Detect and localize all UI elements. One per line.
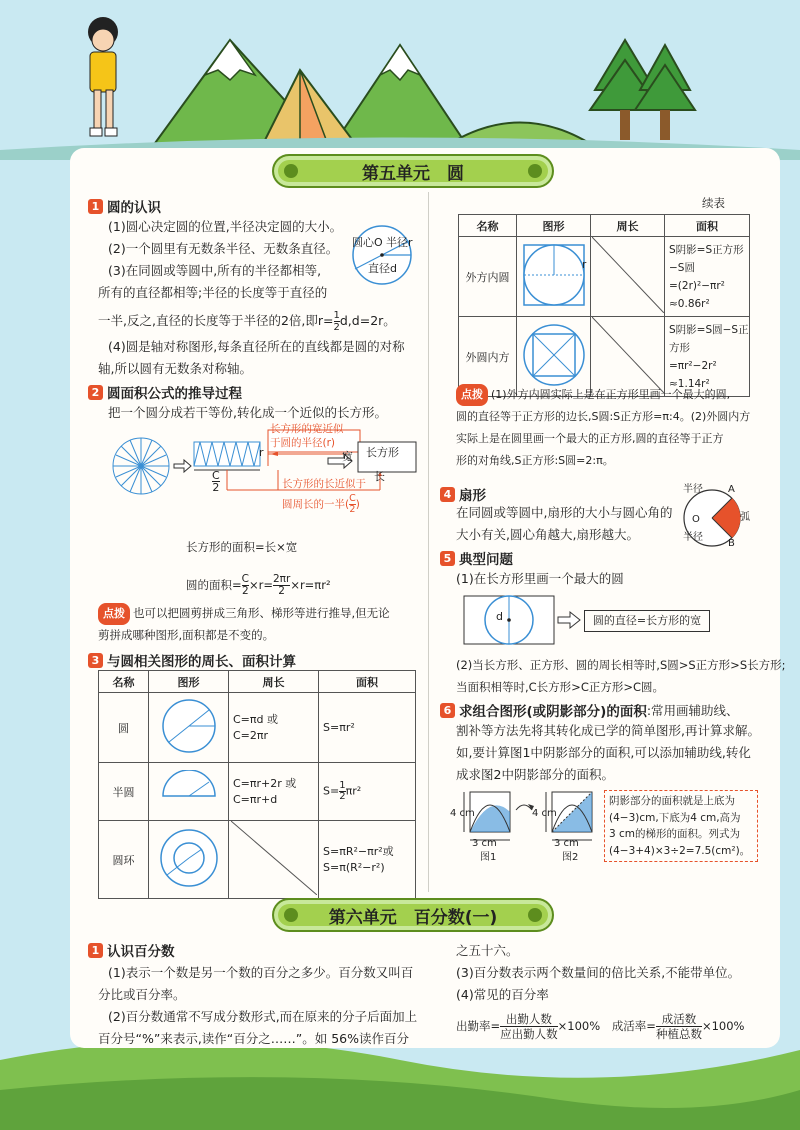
cont-r-label: r [582, 259, 587, 271]
s5-rect-circle-figure [462, 594, 586, 648]
s6-note-4: (4−3+4)×3÷2=7.5(cm²)。 [609, 844, 751, 857]
s3-half-frac-num: 1 [339, 780, 346, 791]
cont-row2-diagonal [592, 317, 664, 393]
fig-label-center: 圆心O [352, 236, 383, 249]
cont-th-area: 面积 [665, 215, 750, 237]
s3-half-frac-den: 2 [339, 791, 346, 802]
s1-title: 圆的认识 [107, 200, 161, 216]
s4-num: 4 [440, 487, 455, 502]
s6-line-2: 如,要计算图1中阴影部分的面积,可以添加辅助线,转化 [456, 745, 751, 760]
s3-row-semi-shape [149, 763, 229, 821]
s1-heading [88, 196, 161, 216]
cont-row1-area [665, 237, 750, 317]
s1-frac-num: 1 [333, 310, 340, 321]
s4-heading [440, 484, 486, 504]
s2-f2-frac2 [273, 574, 290, 597]
s1-line-3: (3)在同圆或等圆中,所有的半径都相等, [108, 263, 322, 278]
cont-r2-a2: =πr²−2r² [669, 359, 717, 372]
u6-left-3: (2)百分数通常不写成分数形式,而在原来的分子后面加上 [108, 1009, 418, 1024]
tip2-text-1: (1)外方内圆实际上是在正方形里画一个最大的圆, [491, 388, 731, 401]
s2-r-label: r [259, 446, 264, 459]
s3-row-annulus-name: 圆环 [99, 821, 149, 899]
s6-heading [440, 700, 739, 720]
s2-f2-frac1-den: 2 [241, 585, 249, 597]
s4-line-2: 大小有关,圆心角越大,扇形越大。 [456, 527, 639, 542]
s5-result-box: 圆的直径=长方形的宽 [584, 610, 710, 632]
cont-row2-name: 外圆内方 [459, 317, 517, 397]
s3-th-name: 名称 [99, 671, 149, 693]
s6-dim-h-1: 4 cm [450, 808, 475, 819]
s3-empty-diagonal [231, 821, 317, 895]
surv-label: 成活率= [611, 1019, 656, 1033]
tip2-line-1 [456, 384, 730, 406]
s1-frac-den: 2 [333, 322, 340, 333]
cont-row2-svg [521, 322, 587, 388]
cont-row1-svg [521, 242, 587, 308]
s2-frac-a-num: C [212, 469, 220, 482]
s3-th-perimeter: 周长 [229, 671, 319, 693]
s2-tip-line-2: 剪拼成哪种图形,面积都是不变的。 [98, 628, 275, 642]
s4-label-O: O [692, 514, 700, 525]
s3-s-p2: C=πr+d [233, 792, 278, 806]
continued-label: 续表 [702, 196, 725, 210]
column-divider [428, 192, 429, 892]
att-num: 出勤人数 [500, 1012, 558, 1027]
circle-parts-figure [340, 224, 424, 286]
s4-label-radius-bottom: 半径 [683, 532, 703, 543]
s4-label-radius-top: 半径 [683, 484, 703, 495]
s2-rect-label: 长方形 [366, 446, 399, 459]
continued-table [458, 214, 750, 397]
s1-line-2: (2)一个圆里有无数条半径、无数条直径。 [108, 241, 339, 256]
unit6-title-banner [272, 898, 554, 932]
att-den: 应出勤人数 [500, 1027, 558, 1041]
s2-tip-badge: 点拨 [98, 603, 130, 625]
s6-dim-w-1: 3 cm [472, 838, 497, 849]
cont-th-shape: 图形 [517, 215, 591, 237]
s6-line-1: 割补等方法先将其转化成已学的简单图形,再计算求解。 [456, 723, 760, 738]
cont-row1-name: 外方内圆 [459, 237, 517, 317]
s3-table [98, 670, 416, 899]
s6-title: 求组合图形(或阴影部分)的面积 [459, 704, 647, 720]
cont-row1-perimeter [591, 237, 665, 317]
s2-f2-frac2-den: 2 [278, 585, 285, 597]
s3-a-a1: S=πR²−πr²或 [323, 844, 394, 858]
s2-num: 2 [88, 385, 103, 400]
s2-intro: 把一个圆分成若干等份,转化成一个近似的长方形。 [108, 405, 387, 420]
s6-note-1: 阴影部分的面积就是上底为 [609, 795, 735, 807]
s1-line-4: 所有的直径都相等;半径的长度等于直径的 [98, 285, 328, 300]
cont-header-row [459, 215, 750, 237]
s3-semi-svg [157, 770, 221, 810]
s1-line-5a: 一半,反之,直径的长度等于半径的2倍,即r= [98, 313, 334, 328]
s2-formula-2-end: ×r=πr² [290, 578, 331, 592]
s3-heading [88, 650, 296, 670]
tip2-line-4: 形的对角线,S正方形:S圆=2:π。 [456, 454, 614, 467]
cont-r1-a3: ≈0.86r² [669, 297, 710, 310]
att-frac [500, 1012, 558, 1041]
cont-row1-diagonal [592, 237, 664, 313]
s3-row-circle-area: S=πr² [319, 693, 416, 763]
s4-line-1: 在同圆或等圆中,扇形的大小与圆心角的 [456, 505, 673, 520]
tip2-line-3: 实际上是在圆里画一个最大的正方形,圆的直径等于正方 [456, 432, 724, 445]
s2-formula-2-mid: ×r= [248, 578, 273, 592]
s3-s-p1: C=πr+2r 或 [233, 776, 297, 790]
s3-circle-svg [157, 697, 221, 755]
s3-row-annulus-shape [149, 821, 229, 899]
s3-row-circle [99, 693, 416, 763]
s3-row-circle-name: 圆 [99, 693, 149, 763]
s2-note-width-1: 长方形的宽近似 [270, 423, 344, 435]
u6-right-2: (3)百分数表示两个数量间的倍比关系,不能带单位。 [456, 965, 741, 980]
unit5-title: 第五单元 圆 [362, 163, 464, 184]
s3-row-annulus-perimeter [229, 821, 319, 899]
u6-s1-num: 1 [88, 943, 103, 958]
s3-row-semi-area: S= $\frac{1}{2}$ πr² [319, 763, 416, 821]
s2-tip-text-1: 也可以把圆剪拼成三角形、梯形等进行推导,但无论 [133, 606, 390, 620]
cont-r2-a1: S阴影=S圆−S正方形 [669, 323, 749, 354]
s2-formula-2-prefix: 圆的面积= [186, 578, 242, 592]
s3-annulus-svg [157, 827, 221, 889]
s6-dim-w-2: 3 cm [554, 838, 579, 849]
surv-tail: ×100% [701, 1019, 745, 1033]
s2-note-frac-num: C [349, 493, 356, 504]
s1-line-7: 轴,所以圆有无数条对称轴。 [98, 361, 252, 376]
s2-f2-frac1-num: C [241, 573, 249, 585]
s6-num: 6 [440, 703, 455, 718]
s2-kuan-label: 宽 [342, 450, 353, 463]
s1-line-5 [98, 310, 396, 333]
s2-formula-1: 长方形的面积=长×宽 [186, 540, 298, 554]
s6-fig1-label: 图1 [480, 852, 497, 863]
att-tail: ×100% [557, 1019, 601, 1033]
s6-dim-h-2: 4 cm [532, 808, 557, 819]
s6-title-tail: :常用画辅助线、 [646, 703, 739, 718]
s3-row-circle-perimeter [229, 693, 319, 763]
s3-half-frac [339, 781, 345, 802]
s4-label-A: A [728, 484, 735, 495]
s5-line-2a: (2)当长方形、正方形、圆的周长相等时,S圆>S正方形>S长方形; [456, 658, 786, 672]
s2-formula-2 [186, 572, 331, 598]
cont-r1-a2: =(2r)²−πr² [669, 279, 725, 292]
u6-s1-heading [88, 940, 175, 960]
s4-label-B: B [728, 538, 735, 549]
s3-row-circle-shape [149, 693, 229, 763]
s6-fig2-label: 图2 [562, 852, 579, 863]
u6-left-4: 百分号“%”来表示,读作“百分之……”。如 56%读作百分 [98, 1031, 410, 1046]
u6-rates [456, 1012, 744, 1041]
fig-label-radius: 半径r [386, 236, 413, 249]
s1-num: 1 [88, 199, 103, 214]
s3-c-p1: C=πd 或 [233, 712, 278, 726]
s2-chang-label: 长 [374, 470, 385, 483]
s2-f2-frac2-num: 2πr [272, 573, 291, 585]
s2-heading [88, 382, 242, 402]
u6-s1-title: 认识百分数 [107, 944, 175, 960]
s3-title: 与圆相关图形的周长、面积计算 [107, 654, 296, 670]
surv-den: 种植总数 [655, 1027, 702, 1041]
s2-frac-c2-a [212, 470, 220, 493]
unit5-title-banner [272, 154, 554, 188]
s2-note-width-2: 于圆的半径(r) [270, 437, 336, 449]
cont-row-square-circle [459, 237, 750, 317]
s3-row-semi-name: 半圆 [99, 763, 149, 821]
s3-row-annulus-area [319, 821, 416, 899]
s2-note-frac [349, 494, 356, 515]
s1-line-1: (1)圆心决定圆的位置,半径决定圆的大小。 [108, 219, 343, 234]
s6-line-3: 成求图2中阴影部分的面积。 [456, 767, 614, 782]
unit6-title: 第六单元 百分数(一) [328, 907, 498, 928]
s6-note-3: 3 cm的梯形的面积。列式为 [609, 828, 741, 840]
s3-a-a2: S=π(R²−r²) [323, 860, 385, 874]
att-label: 出勤率= [456, 1019, 501, 1033]
s2-note-frac-den: 2 [349, 504, 356, 515]
fig-label-diameter: 直径d [368, 262, 397, 275]
s1-line-6: (4)圆是轴对称图形,每条直径所在的直线都是圆的对称 [108, 339, 405, 354]
s2-tip-line-1 [98, 602, 390, 625]
s2-note-length-1: 长方形的长近似于 [282, 478, 366, 490]
u6-left-1: (1)表示一个数是另一个数的百分之多少。百分数又叫百 [108, 965, 414, 980]
s2-note-length-2a: 圆周长的一半( [282, 498, 350, 511]
s2-frac-a-den: 2 [212, 481, 220, 494]
s2-title: 圆面积公式的推导过程 [107, 386, 242, 402]
s6-note-2: (4−3)cm,下底为4 cm,高为 [609, 811, 741, 824]
s3-num: 3 [88, 653, 103, 668]
s3-header-row [99, 671, 416, 693]
s2-f2-frac1 [242, 574, 249, 597]
s3-row-annulus [99, 821, 416, 899]
s6-note-box [604, 790, 758, 862]
s4-label-arc: 弧 [740, 512, 750, 523]
u6-left-2: 分比或百分率。 [98, 987, 186, 1002]
s3-row-semicircle [99, 763, 416, 821]
cont-th-name: 名称 [459, 215, 517, 237]
s4-title: 扇形 [459, 488, 486, 504]
s5-title: 典型问题 [459, 552, 513, 568]
s5-num: 5 [440, 551, 455, 566]
tip2-badge: 点拨 [456, 384, 488, 406]
u6-right-3: (4)常见的百分率 [456, 987, 549, 1002]
s1-line-5b: d,d=2r。 [339, 313, 396, 328]
s2-note-length-2: 圆周长的一半( $\frac{C}{2}$ ) [282, 493, 360, 515]
s5-line-2b: 当面积相等时,C长方形>C正方形>C圆。 [456, 680, 665, 694]
s5-d-label: d [496, 610, 503, 623]
cont-th-perimeter: 周长 [591, 215, 665, 237]
cont-row1-shape [517, 237, 591, 317]
surv-num: 成活数 [656, 1012, 702, 1027]
surv-frac [656, 1012, 702, 1041]
s3-th-shape: 图形 [149, 671, 229, 693]
s3-row-semi-perimeter [229, 763, 319, 821]
s5-line-1: (1)在长方形里画一个最大的圆 [456, 571, 624, 586]
s5-heading [440, 548, 513, 568]
s3-c-p2: C=2πr [233, 728, 269, 742]
s3-th-area: 面积 [319, 671, 416, 693]
cont-r1-a1: S阴影=S正方形−S圆 [669, 243, 744, 274]
cont-r2-a3: ≈1.14r² [669, 377, 710, 390]
tip2-line-2: 圆的直径等于正方形的边长,S圆:S正方形=π:4。(2)外圆内方 [456, 410, 751, 423]
u6-right-1: 之五十六。 [456, 943, 519, 958]
